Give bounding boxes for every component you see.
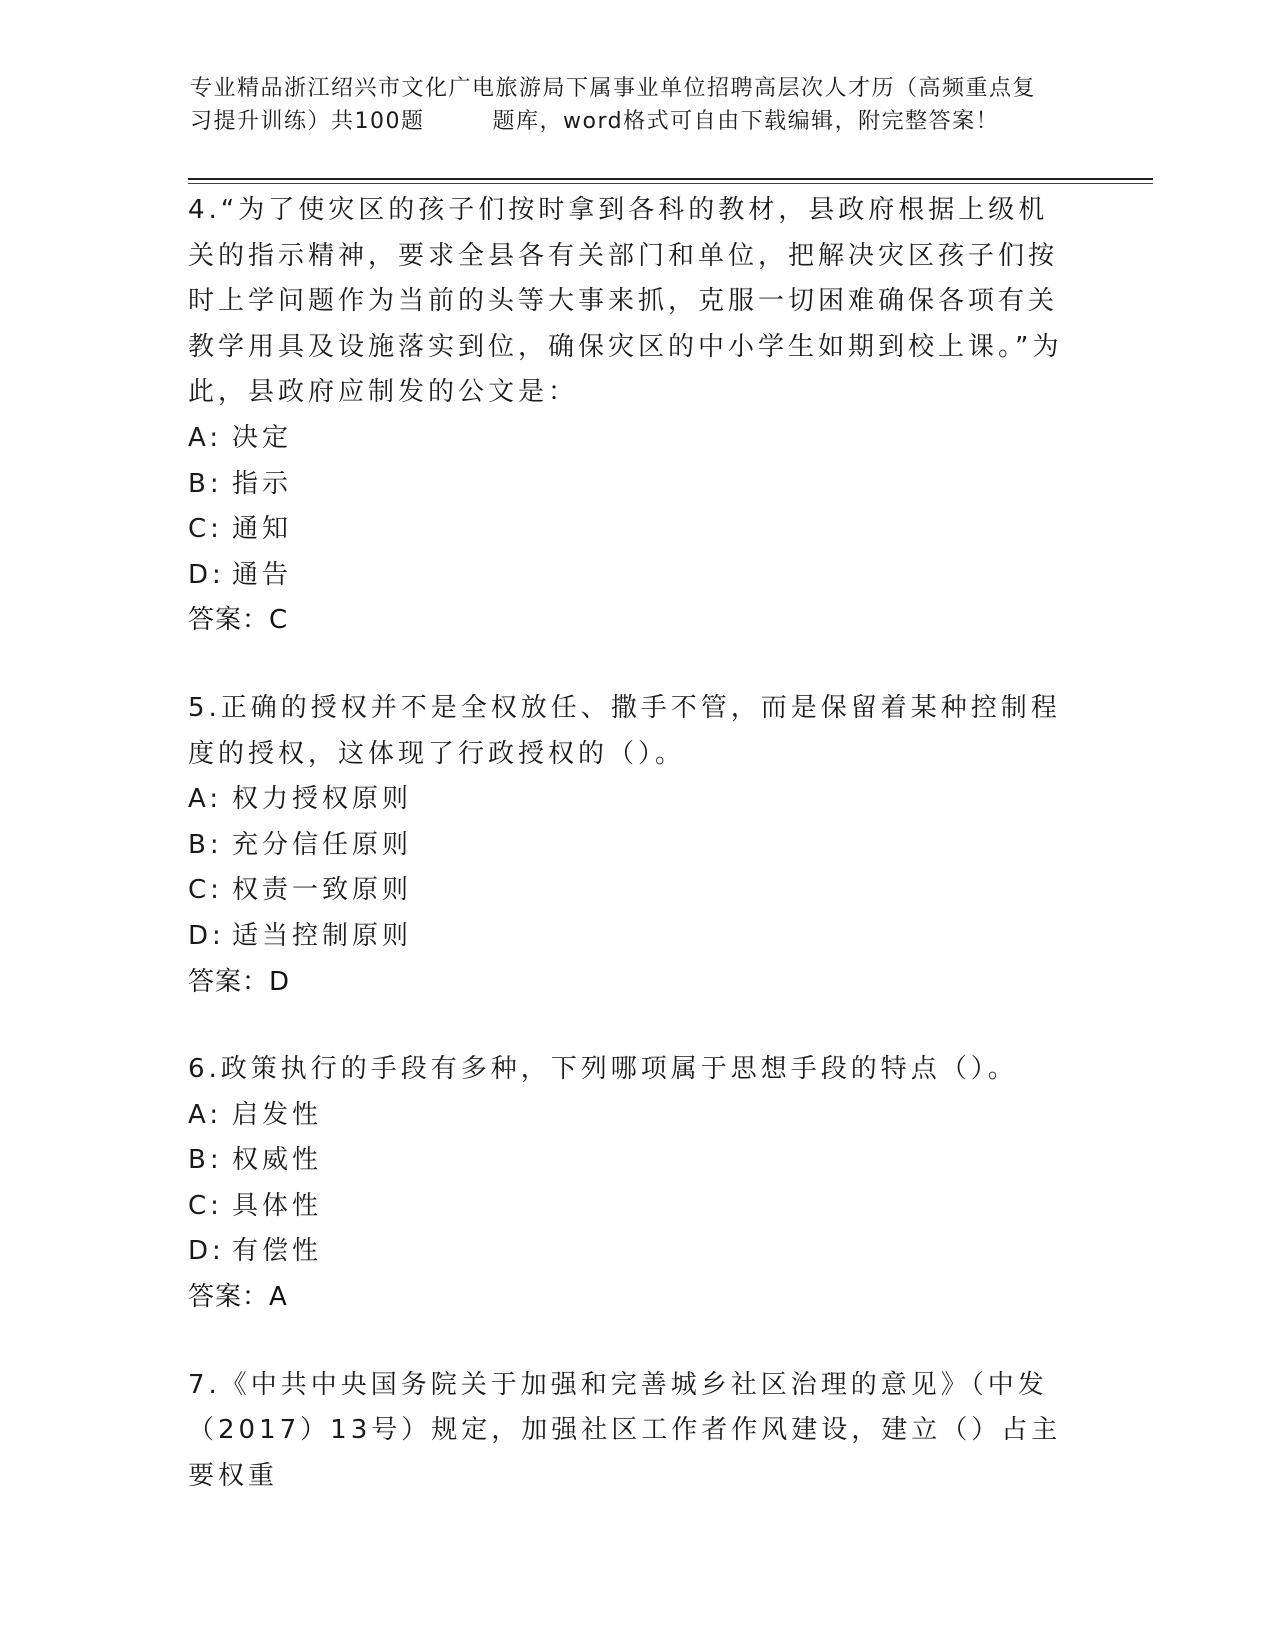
option-key: D: [188, 559, 225, 590]
question-item [188, 686, 1068, 1005]
question-text: 6.政策执行的手段有多种，下列哪项属于思想手段的特点（）。 [188, 1054, 1018, 1085]
option-key: C: [188, 514, 223, 545]
header-divider-thick [188, 178, 1153, 180]
option-key: C: [188, 1190, 223, 1221]
header-line-2-part-b: 题库，word格式可自由下载编辑，附完整答案！ [492, 109, 1000, 134]
option-text: 启发性 [232, 1099, 323, 1130]
option-d [188, 553, 1068, 599]
option-key: A: [188, 422, 223, 453]
option-c [188, 507, 1068, 553]
option-b [188, 1138, 1068, 1184]
option-text: 充分信任原则 [232, 829, 413, 860]
option-key: D: [188, 920, 225, 951]
option-key: B: [188, 829, 223, 860]
option-key: B: [188, 1145, 223, 1176]
header-line-2-part-a: 习提升训练）共100题 [190, 109, 425, 134]
option-key: C: [188, 875, 223, 906]
option-a [188, 1093, 1068, 1139]
option-text: 有偿性 [232, 1236, 323, 1267]
question-text: 7.《中共中央国务院关于加强和完善城乡社区治理的意见》（中发（2017）13号）规定，加强社区工作者作风建设，建立（）占主要权重 [188, 1369, 1062, 1491]
option-a [188, 777, 1068, 823]
header-divider-thin [188, 183, 1153, 184]
option-text: 决定 [232, 422, 293, 453]
option-text: 权力授权原则 [232, 784, 413, 815]
option-d [188, 1229, 1068, 1275]
answer-text: 答案：D [188, 966, 291, 997]
document-header [190, 72, 1090, 138]
option-text: 权威性 [232, 1145, 323, 1176]
question-item [188, 1363, 1068, 1500]
question-text: 5.正确的授权并不是全权放任、撒手不管，而是保留着某种控制程度的授权，这体现了行政授权的（）。 [188, 692, 1061, 769]
option-key: B: [188, 468, 223, 499]
option-c [188, 1184, 1068, 1230]
option-d [188, 914, 1068, 960]
header-line-1: 专业精品浙江绍兴市文化广电旅游局下属事业单位招聘高层次人才历（高频重点复 [190, 76, 1037, 101]
question-list [188, 188, 1068, 1541]
option-text: 指示 [232, 468, 293, 499]
option-key: A: [188, 784, 223, 815]
question-text: 4.“为了使灾区的孩子们按时拿到各科的教材，县政府根据上级机关的指示精神，要求全县各有关部门和单位，把解决灾区孩子们按时上学问题作为当前的头等大事来抓，克服一切困难确保各项有关教学用具及设施落实到位，确保灾区的中小学生如期到校上课。”为此，县政府应制发的公文是： [188, 195, 1063, 408]
question-item [188, 1047, 1068, 1321]
option-text: 通告 [232, 559, 293, 590]
answer-text: 答案：C [188, 605, 289, 636]
option-b [188, 823, 1068, 869]
answer-text: 答案：A [188, 1282, 288, 1313]
option-key: D: [188, 1236, 225, 1267]
option-b [188, 462, 1068, 508]
question-item [188, 188, 1068, 644]
header-line-2 [190, 105, 1090, 138]
option-text: 通知 [232, 514, 293, 545]
option-text: 适当控制原则 [232, 920, 413, 951]
option-text: 具体性 [232, 1190, 323, 1221]
option-c [188, 868, 1068, 914]
option-text: 权责一致原则 [232, 875, 413, 906]
option-a [188, 416, 1068, 462]
option-key: A: [188, 1099, 223, 1130]
